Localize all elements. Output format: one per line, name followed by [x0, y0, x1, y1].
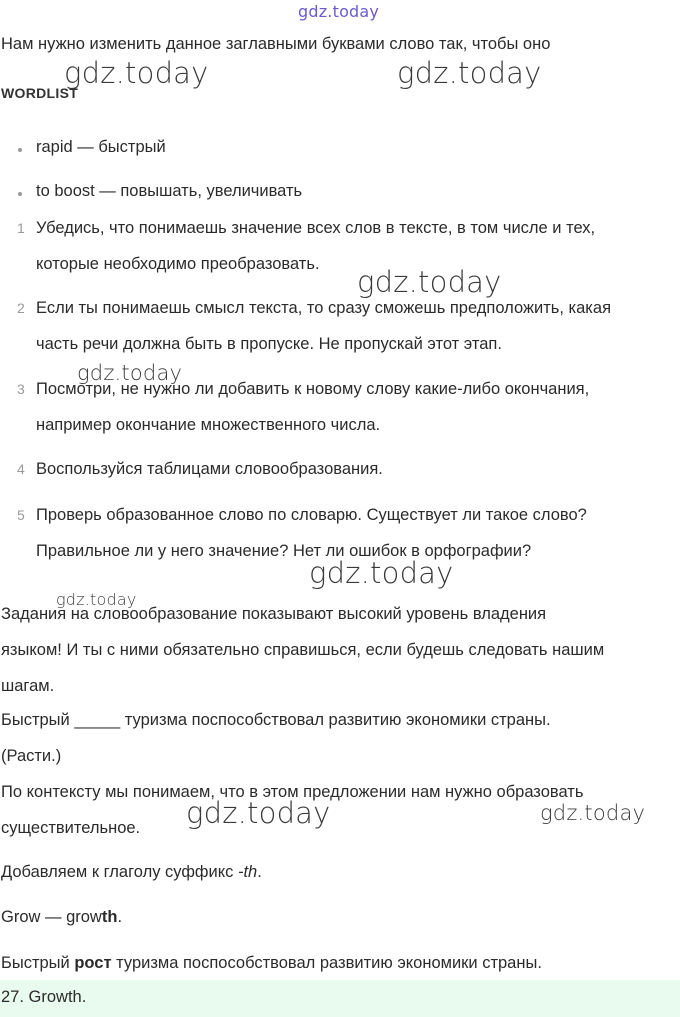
step-number: 2 [17, 300, 25, 316]
bullet-icon [18, 192, 22, 196]
context-line: По контексту мы понимаем, что в этом предложении нам нужно образовать [1, 783, 584, 801]
step-text: часть речи должна быть в пропуске. Не пропускай этот этап. [36, 335, 502, 353]
watermark-text: gdz.today [309, 556, 454, 590]
watermark-text: gdz.today [186, 796, 331, 830]
watermark-text: gdz.today [397, 56, 542, 90]
step-text: Если ты понимаешь смысл текста, то сразу сможешь предположить, какая [36, 299, 612, 317]
bullet-icon [18, 148, 22, 152]
intro-text: Нам нужно изменить данное заглавными буквами слово так, чтобы оно [1, 35, 551, 53]
answer-banner [0, 980, 680, 1017]
watermark-text: gdz.today [56, 590, 137, 609]
answer-word-bold: рост [74, 954, 112, 972]
step-number: 5 [17, 507, 25, 523]
context-line: существительное. [1, 819, 141, 837]
step-number: 3 [17, 381, 25, 397]
step-text: которые необходимо преобразовать. [36, 255, 320, 273]
step-text: Правильное ли у него значение? Нет ли ошибок в орфографии? [36, 542, 532, 560]
paragraph-line: шагам. [1, 677, 55, 695]
suffix-italic: -th [237, 863, 258, 881]
suffix-line: Добавляем к глаголу суффикс -th. [1, 863, 262, 881]
completed-sentence: Быстрый рост туризма поспособствовал развитию экономики страны. [1, 954, 542, 972]
watermark-text: gdz.today [540, 801, 646, 825]
watermark-text: gdz.today [64, 56, 209, 90]
step-text: Проверь образованное слово по словарю. Существует ли такое слово? [36, 506, 587, 524]
answer-text: 27. Growth. [1, 988, 87, 1006]
step-text: например окончание множественного числа. [36, 416, 381, 434]
watermark-text: gdz.today [357, 265, 502, 299]
watermark-text: gdz.today [77, 361, 183, 385]
step-text: Воспользуйся таблицами словообразования. [36, 460, 383, 478]
suffix-bold: th [101, 908, 118, 926]
step-number: 4 [17, 461, 25, 477]
watermark-logo: gdz.today [298, 2, 380, 21]
task-sentence: Быстрый _____ туризма поспособствовал развитию экономики страны. [1, 711, 551, 729]
task-hint: (Расти.) [1, 747, 62, 765]
wordlist-title: WORDLIST [1, 85, 79, 101]
step-text: Убедись, что понимаешь значение всех слов в тексте, в том числе и тех, [36, 219, 596, 237]
step-text: Посмотри, не нужно ли добавить к новому слову какие-либо окончания, [36, 380, 590, 398]
wordlist-item: to boost — повышать, увеличивать [36, 182, 303, 200]
step-number: 1 [17, 220, 25, 236]
paragraph-line: Задания на словообразование показывают высокий уровень владения [1, 605, 547, 623]
wordlist-item: rapid — быстрый [36, 138, 166, 156]
word-formation-line: Grow — growth. [1, 908, 123, 926]
paragraph-line: языком! И ты с ними обязательно справишься, если будешь следовать нашим [1, 641, 605, 659]
